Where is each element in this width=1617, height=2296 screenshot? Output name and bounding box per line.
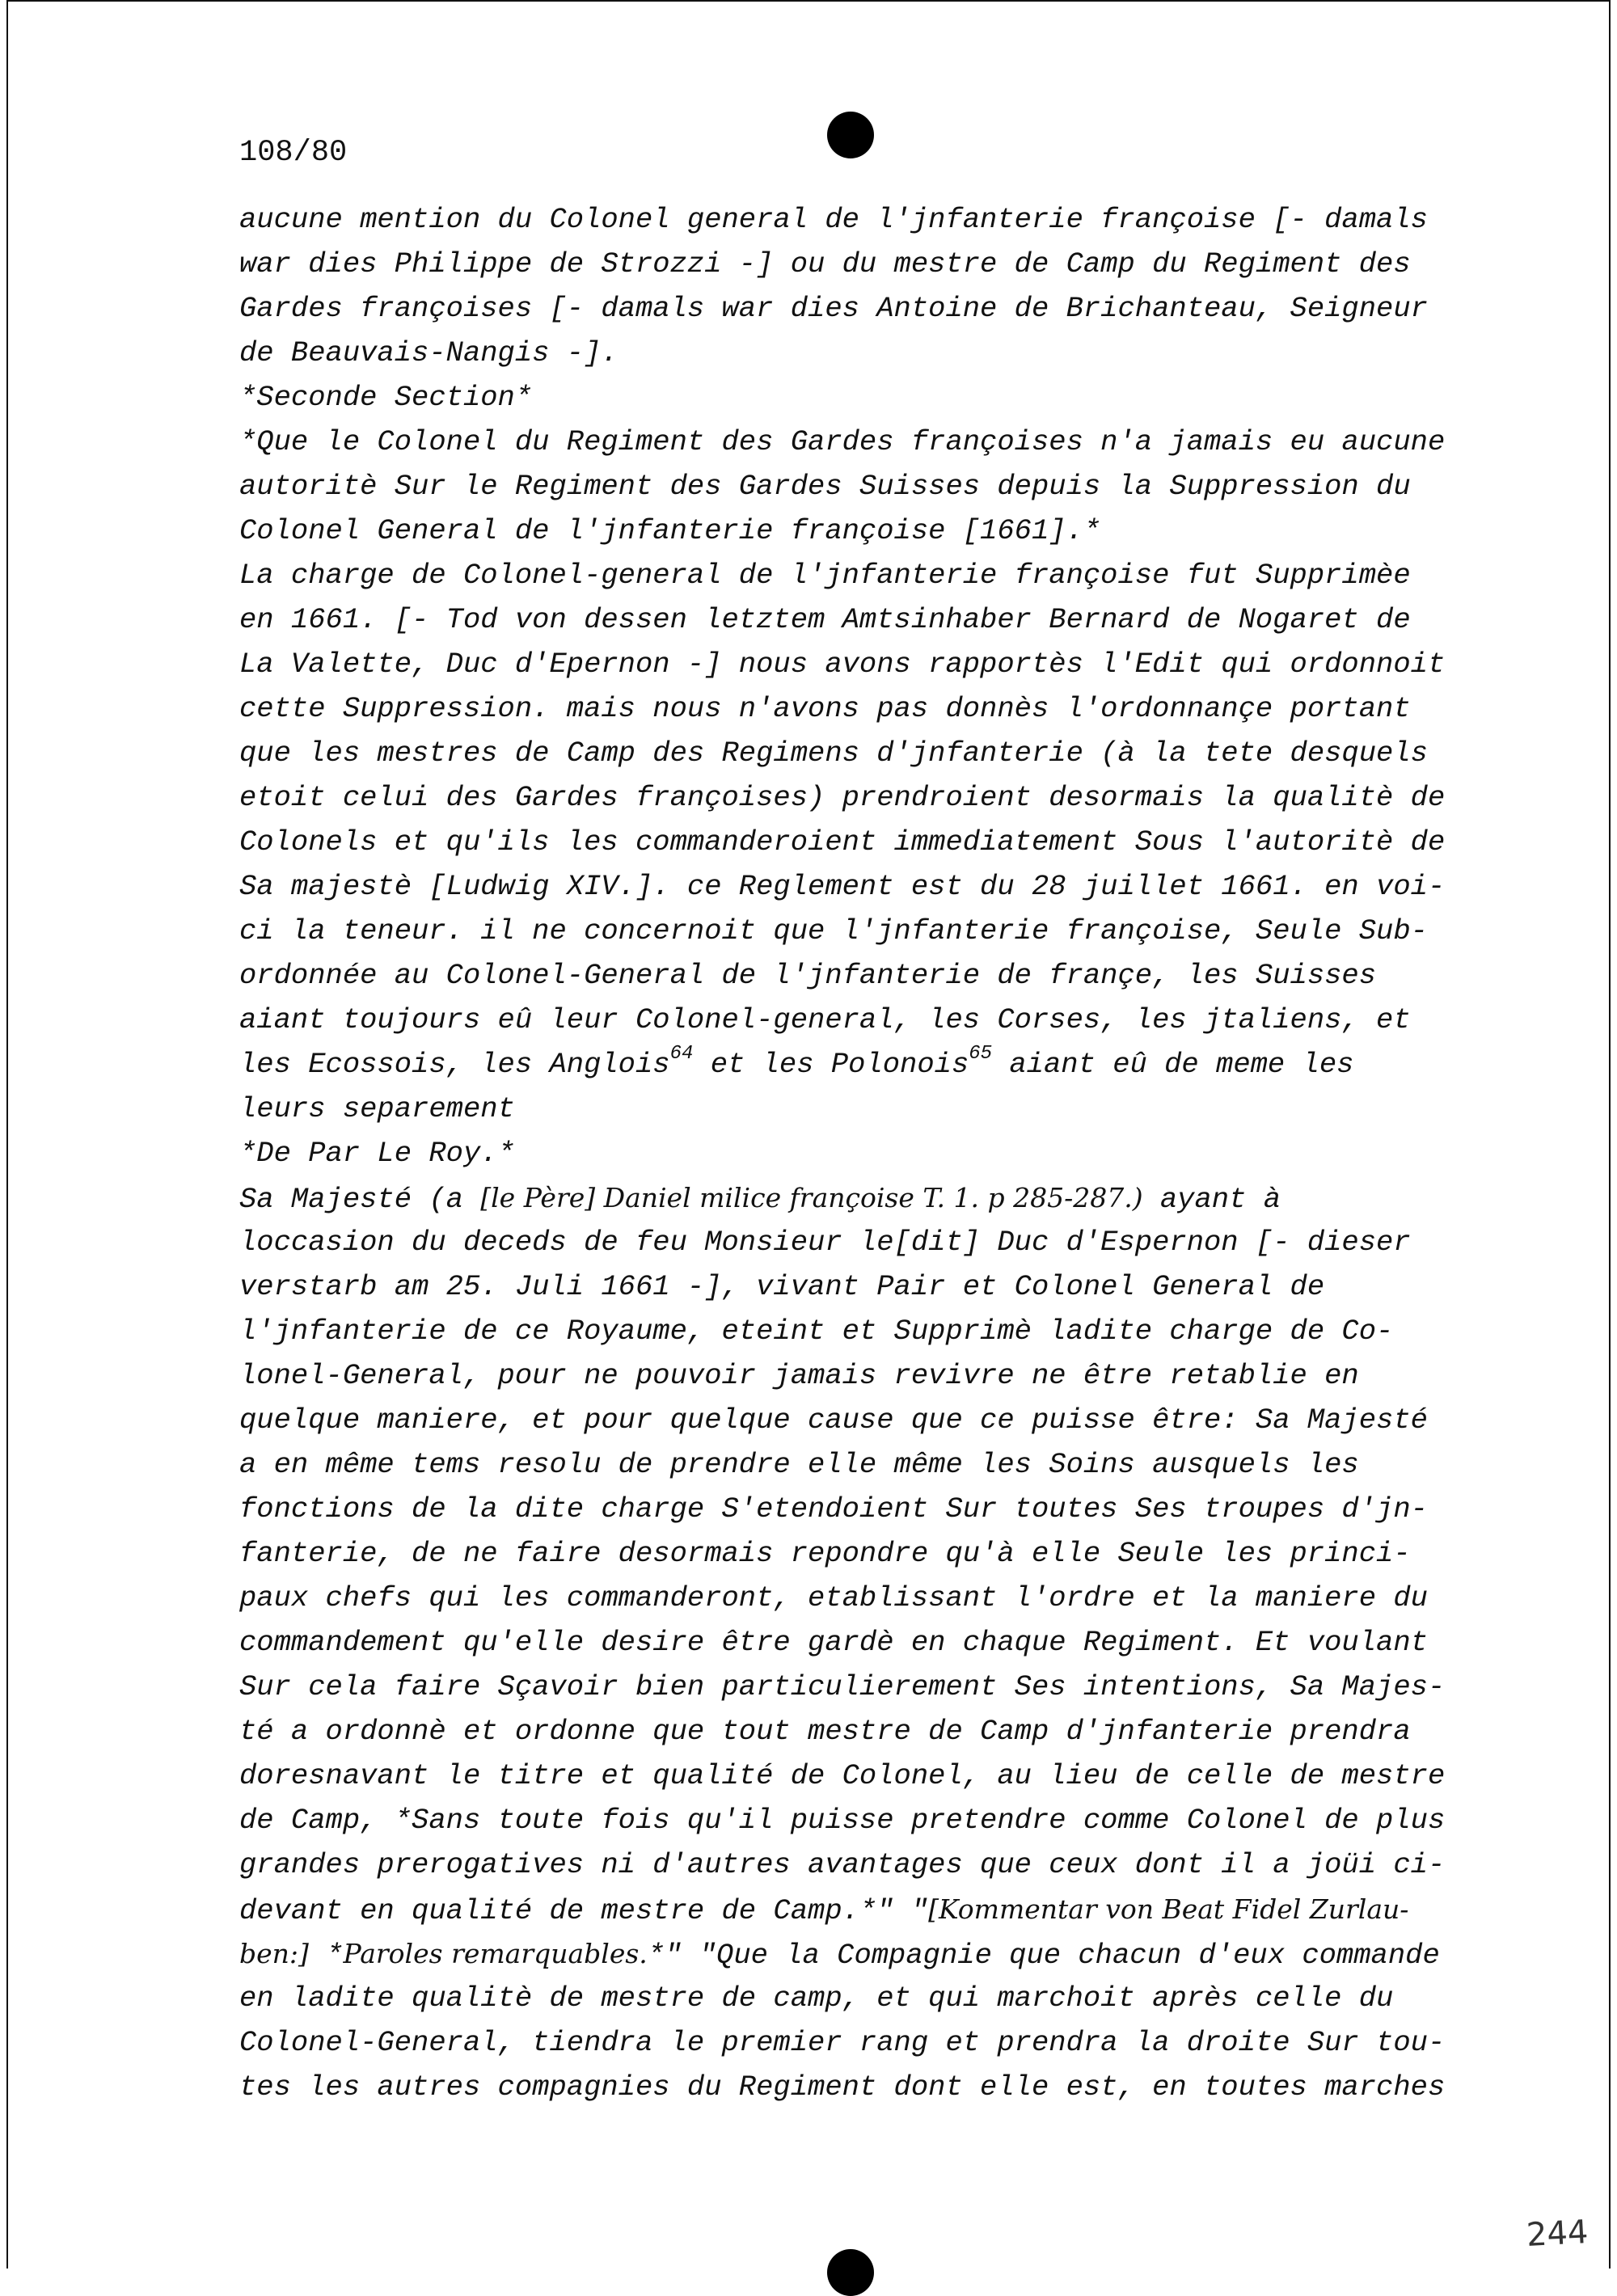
- text-line: *Que le Colonel du Regiment des Gardes françoises n'a jamais eu aucune: [239, 425, 1446, 458]
- text-segment: *: [308, 1939, 344, 1972]
- text-line: war dies Philippe de Strozzi -] ou du mestre de Camp du Regiment des: [239, 247, 1411, 281]
- text-line: en 1661. [- Tod von dessen letztem Amtsinhaber Bernard de Nogaret de: [239, 603, 1411, 636]
- reference-number: 108/80: [239, 136, 348, 170]
- text-line: aiant toujours eû leur Colonel-general, les Corses, les jtaliens, et: [239, 1003, 1411, 1036]
- text-line: lonel-General, pour ne pouvoir jamais revivre ne être retablie en: [239, 1359, 1359, 1392]
- text-line: Colonel-General, tiendra le premier rang et prendra la droite Sur tou-: [239, 2026, 1446, 2059]
- handwritten-comment: Paroles remarquables.: [343, 1938, 648, 1969]
- text-line: Gardes françoises [- damals war dies Antoine de Brichanteau, Seigneur: [239, 292, 1428, 325]
- text-line-comment: [239, 1931, 1501, 1976]
- decree-heading: *De Par Le Roy.*: [239, 1137, 515, 1170]
- text-line: de Camp, *Sans toute fois qu'il puisse pretendre comme Colonel de plus: [239, 1804, 1446, 1837]
- text-line: tes les autres compagnies du Regiment dont elle est, en toutes marches: [239, 2070, 1446, 2104]
- text-line: grandes prerogatives ni d'autres avantages que ceux dont il a joüi ci-: [239, 1848, 1446, 1881]
- text-line: aucune mention du Colonel general de l'jnfanterie françoise [- damals: [239, 203, 1428, 236]
- text-line: a en même tems resolu de prendre elle même les Soins ausquels les: [239, 1448, 1359, 1481]
- punch-hole-top: [827, 112, 874, 158]
- text-segment: et les Polonois: [693, 1048, 969, 1081]
- text-segment: Sa Majesté (a: [239, 1183, 481, 1216]
- text-line: etoit celui des Gardes françoises) prendroient desormais la qualitè de: [239, 781, 1446, 814]
- text-line: Sa majestè [Ludwig XIV.]. ce Reglement est du 28 juillet 1661. en voi-: [239, 870, 1446, 903]
- text-line: Colonels et qu'ils les commanderoient immediatement Sous l'autoritè de: [239, 825, 1446, 859]
- text-line: cette Suppression. mais nous n'avons pas donnès l'ordonnançe portant: [239, 692, 1411, 725]
- handwritten-page-number: 244: [1525, 2214, 1590, 2254]
- text-line: paux chefs qui les commanderont, etablissant l'ordre et la maniere du: [239, 1581, 1428, 1614]
- text-line-reference: [239, 1175, 1501, 1220]
- footnote-ref-64: 64: [669, 1043, 694, 1066]
- text-line: verstarb am 25. Juli 1661 -], vivant Pair et Colonel General de: [239, 1270, 1325, 1303]
- punch-hole-bottom: [827, 2249, 874, 2296]
- text-line: Colonel General de l'jnfanterie françoise [1661].*: [239, 514, 1101, 547]
- section-heading: *Seconde Section*: [239, 381, 533, 414]
- footnote-ref-65: 65: [969, 1043, 993, 1066]
- text-line: loccasion du deceds de feu Monsieur le[dit] Duc d'Espernon [- dieser: [239, 1226, 1411, 1259]
- text-segment: devant en qualité de mestre de Camp.*" ": [239, 1894, 929, 1927]
- text-line: en ladite qualitè de mestre de camp, et qui marchoit après celle du: [239, 1982, 1394, 2015]
- handwritten-comment: ben:]: [239, 1938, 309, 1969]
- text-line: commandement qu'elle desire être gardè en chaque Regiment. Et voulant: [239, 1626, 1428, 1659]
- text-line: que les mestres de Camp des Regimens d'jnfanterie (à la tete desquels: [239, 736, 1428, 770]
- text-line: leurs separement: [239, 1092, 515, 1125]
- text-line: l'jnfanterie de ce Royaume, eteint et Supprimè ladite charge de Co-: [239, 1315, 1394, 1348]
- handwritten-reference: [le Père] Daniel milice françoise T. 1. p 285-287.): [480, 1182, 1143, 1213]
- text-line-footnotes: [239, 1042, 1501, 1087]
- text-line: Sur cela faire Sçavoir bien particulierement Ses intentions, Sa Majes-: [239, 1670, 1446, 1703]
- text-line: ci la teneur. il ne concernoit que l'jnfanterie françoise, Seule Sub-: [239, 914, 1428, 948]
- text-segment: les Ecossois, les Anglois: [239, 1048, 670, 1081]
- text-line: fanterie, de ne faire desormais repondre qu'à elle Seule les princi-: [239, 1537, 1411, 1570]
- handwritten-comment: [Kommentar von Beat Fidel Zurlau-: [928, 1893, 1409, 1925]
- text-line: de Beauvais-Nangis -].: [239, 336, 619, 369]
- text-segment: ayant à: [1142, 1183, 1281, 1216]
- text-segment: *" "Que la Compagnie que chacun d'eux commande: [647, 1939, 1440, 1972]
- text-line: La Valette, Duc d'Epernon -] nous avons rapportès l'Edit qui ordonnoit: [239, 648, 1446, 681]
- text-line: doresnavant le titre et qualité de Colonel, au lieu de celle de mestre: [239, 1759, 1446, 1792]
- text-line: fonctions de la dite charge S'etendoient Sur toutes Ses troupes d'jn-: [239, 1492, 1428, 1526]
- text-line: quelque maniere, et pour quelque cause que ce puisse être: Sa Majesté: [239, 1403, 1428, 1437]
- text-line: autoritè Sur le Regiment des Gardes Suisses depuis la Suppression du: [239, 470, 1411, 503]
- text-line: té a ordonnè et ordonne que tout mestre de Camp d'jnfanterie prendra: [239, 1715, 1411, 1748]
- text-segment: aiant eû de meme les: [992, 1048, 1354, 1081]
- body-text: [239, 197, 1501, 2109]
- text-line: La charge de Colonel-general de l'jnfanterie françoise fut Supprimèe: [239, 559, 1411, 592]
- text-line-comment: [239, 1887, 1501, 1931]
- text-line: ordonnée au Colonel-General de l'jnfanterie de françe, les Suisses: [239, 959, 1377, 992]
